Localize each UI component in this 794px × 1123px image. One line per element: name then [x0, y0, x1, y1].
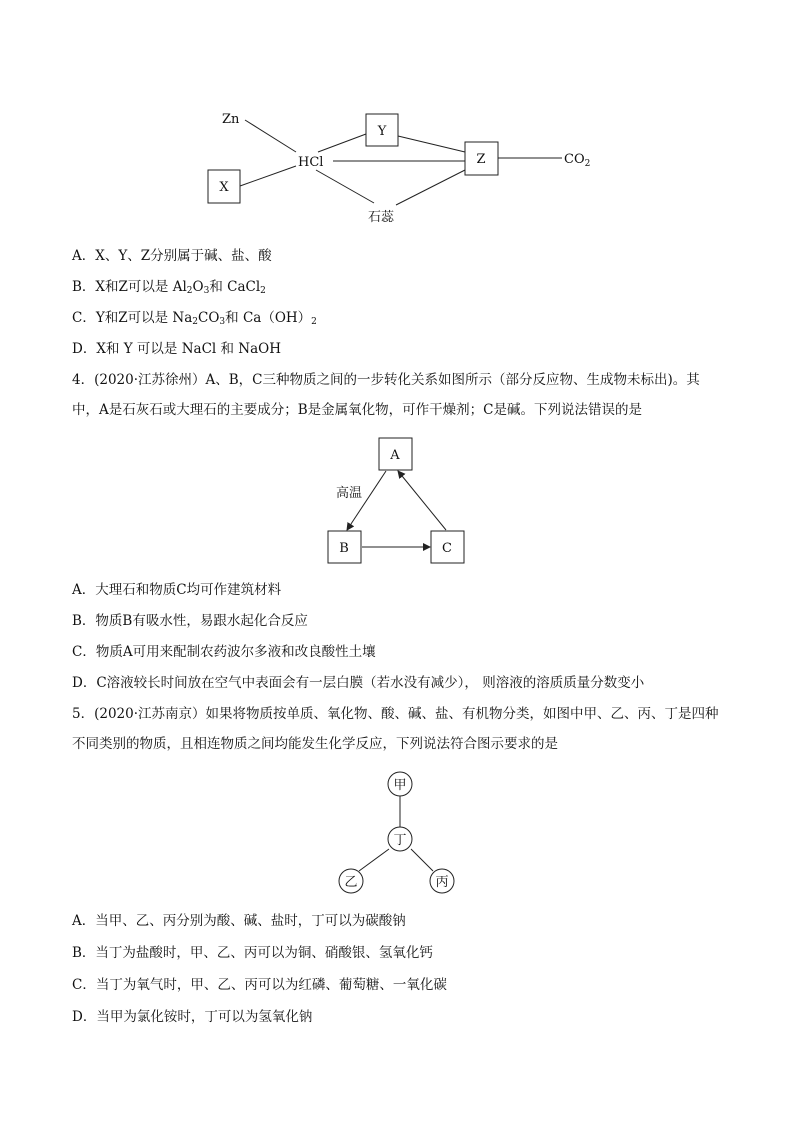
link-ding-yi — [359, 849, 389, 871]
label-x: X — [219, 180, 229, 195]
link-litmus-z — [396, 170, 465, 205]
label-condition-high-temp: 高温 — [336, 486, 363, 501]
q4-option-a: A．大理石和物质C均可作建筑材料 — [72, 582, 282, 598]
q5-stem: 5．(2020·江苏南京）如果将物质按单质、氧化物、酸、碱、盐、有机物分类，如图中甲、乙、丙、丁是四种不同类别的物质，且相连物质之间均能发生化学反应，下列说法符合图示要求的是 — [72, 706, 719, 752]
q5-option-d: D．当甲为氯化铵时，丁可以为氢氧化钠 — [72, 1009, 313, 1025]
label-litmus: 石蕊 — [368, 210, 395, 225]
link-zn-hcl — [245, 120, 296, 152]
q4-option-d: D．C溶液较长时间放在空气中表面会有一层白膜（若水没有减少）， 则溶液的溶质质量分数变小 — [72, 675, 645, 691]
label-ding: 丁 — [393, 833, 407, 848]
link-hcl-litmus — [316, 170, 374, 203]
q3-option-d: D．X和 Y 可以是 NaCl 和 NaOH — [72, 341, 282, 357]
label-yi: 乙 — [344, 875, 358, 890]
q3-option-b: B．X和Z可以是 $Al_2O_3$和 CaCl$_2$ — [72, 279, 266, 296]
q5-option-c: C．当丁为氧气时，甲、乙、丙可以为红磷、葡萄糖、一氧化碳 — [72, 977, 447, 993]
label-zn: Zn — [222, 112, 240, 127]
q3-option-a: A．X、Y、Z分别属于碱、盐、酸 — [72, 248, 272, 264]
label-a: A — [390, 448, 400, 463]
q5-option-a: A．当甲、乙、丙分别为酸、碱、盐时，丁可以为碳酸钠 — [72, 913, 406, 929]
label-bing: 丙 — [435, 875, 449, 890]
link-x-hcl — [240, 166, 296, 186]
label-co2: $CO_2$ — [564, 152, 591, 169]
label-z: Z — [476, 152, 486, 167]
label-y: Y — [377, 124, 387, 139]
q3-option-c: C．Y和Z可以是 $Na_2CO_3$和 $Ca(OH)_2$ — [72, 310, 317, 327]
q4-option-b: B．物质B有吸水性，易跟水起化合反应 — [72, 613, 308, 629]
link-ding-bing — [411, 849, 433, 871]
q4-option-c: C．物质A可用来配制农药波尔多液和改良酸性土壤 — [72, 644, 376, 660]
arrow-c-to-a — [398, 471, 446, 530]
q4-conversion-diagram — [0, 430, 794, 570]
link-y-z — [398, 136, 465, 152]
label-c: C — [442, 541, 452, 556]
label-hcl: HCl — [298, 155, 324, 170]
q5-option-b: B．当丁为盐酸时，甲、乙、丙可以为铜、硝酸银、氢氧化钙 — [72, 945, 433, 961]
q5-classification-diagram — [0, 765, 794, 900]
link-hcl-y — [318, 134, 366, 152]
label-b: B — [339, 541, 349, 556]
q4-stem: 4．(2020·江苏徐州）A、B，C三种物质之间的一步转化关系如图所示（部分反应物、生成物未标出)。其中，A是石灰石或大理石的主要成分；B是金属氧化物，可作干燥剂；C是碱。下列说法错误的是 — [72, 372, 700, 418]
reaction-network-diagram — [0, 0, 794, 240]
label-jia: 甲 — [393, 778, 407, 793]
